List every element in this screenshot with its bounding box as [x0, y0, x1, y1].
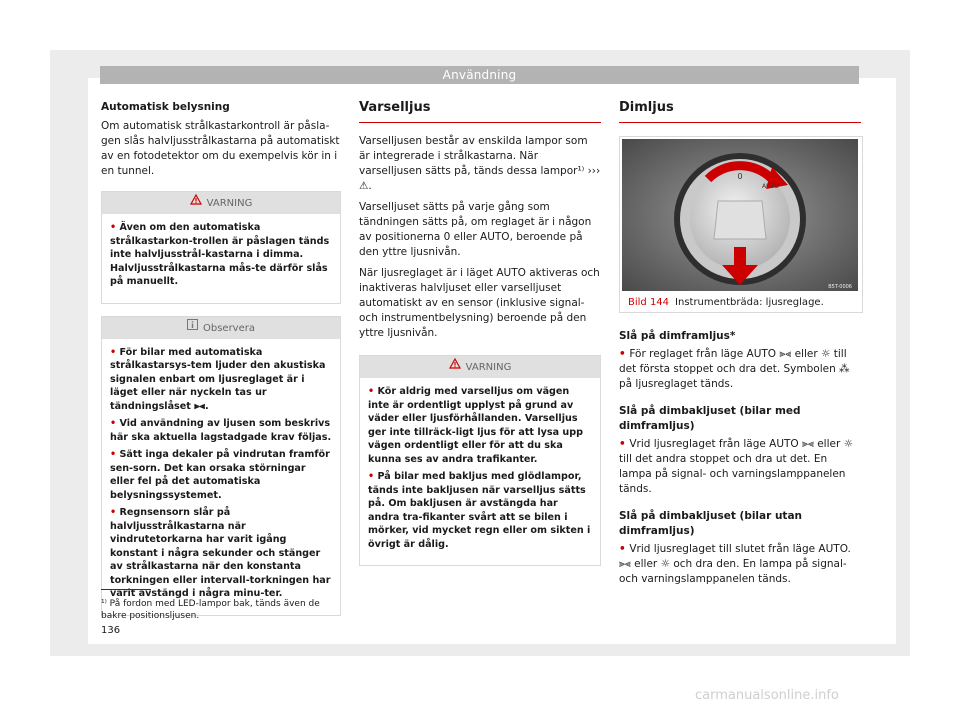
subsection-heading: Slå på dimbakljuset (bilar med dimframljus) — [619, 405, 801, 432]
body-paragraph: Om automatisk strålkastarkontroll är påsla-gen slås halvljusstrålkastarna på automatiskt av en fotodetektor om du exempelvis kör in i en tunnel. — [101, 120, 340, 177]
warning-triangle-icon — [190, 192, 202, 214]
footnote-divider — [101, 589, 151, 590]
warning-box-header — [102, 192, 340, 214]
figure-light-switch — [619, 136, 863, 313]
footnote: ¹⁾ På fordon med LED-lampor bak, tänds även de bakre positionsljusen. — [101, 599, 320, 621]
note-item: • Regnsensorn slår på halvljusstrålkastarna när vindrutetorkarna har varit igång konstant i några sekunder och stänger av strålkastarna när den konstanta torkningen eller intervall-torkningen har varit avstängd i några minu-ter. — [110, 507, 331, 599]
figure-label: Bild 144 — [628, 297, 670, 308]
body-paragraph: När ljusreglaget är i läget AUTO aktiveras och inaktiveras halvljuset eller varselljuset automatiskt av en sensor (inklusive signal- och instrumentbelysning) beroende på den yttre ljusnivån. — [359, 267, 600, 339]
figure-caption-text: Instrumentbräda: ljusreglage. — [675, 297, 824, 308]
figure-code: B5T-0006 — [828, 284, 852, 290]
warning-body — [360, 378, 600, 565]
warning-box — [359, 355, 601, 566]
light-switch-photo — [622, 139, 858, 291]
note-item: • För bilar med automatiska strålkastarsys-tem ljuder den akustiska signalen enbart om ljusreglaget är i läget eller när nyckeln tas ur tändningslåset ⫸⫷. — [110, 346, 326, 412]
warning-box-header — [360, 356, 600, 378]
warning-title: VARNING — [465, 362, 512, 373]
body-paragraph: Varselljuset sätts på varje gång som tändningen sätts på, om reglaget är i någon av positionerna 0 eller AUTO, beroende på den yttre ljusnivån. — [359, 201, 592, 258]
warning-title: VARNING — [206, 198, 253, 209]
body-paragraph: Varselljusen består av enskilda lampor som är integrerade i strålkastarna. När varselljusen sätts på, tänds dessa lampor¹⁾ ››› ⚠. — [359, 135, 601, 192]
warning-triangle-icon — [449, 356, 461, 378]
note-body — [102, 339, 340, 615]
watermark: carmanualsonline.info — [695, 688, 839, 703]
warning-item: • Kör aldrig med varselljus om vägen inte är ordentligt upplyst på grund av väder eller ljusförhållanden. Varselljus ger inte tillräck-ligt ljus för att lysa upp vägen ordentligt eller för att du ska kunna ses av andra trafikanter. — [368, 386, 583, 465]
column-fog-lights — [619, 100, 861, 587]
note-box-header — [102, 317, 340, 339]
warning-box — [101, 191, 341, 304]
warning-item: • Även om den automatiska strålkastarkon-trollen är påslagen tänds inte halvljusstrål-kastarna i dimma. Halvljusstrålkastarna mås-te därför slås på manuellt. — [110, 222, 330, 287]
column-daytime-lights — [359, 100, 601, 566]
warning-item: • På bilar med bakljus med glödlampor, tänds inte bakljusen när varselljus sätts på. Om bakljusen är avstängda har andra tra-fikanter svårt att se bilen i mörker, vid mycket regn eller om sikten i övrigt är dålig. — [368, 471, 591, 550]
column-automatic-lighting — [101, 100, 341, 616]
note-title: Observera — [202, 322, 255, 334]
section-title-varselljus: Varselljus — [359, 100, 601, 123]
warning-body — [102, 214, 340, 303]
subsection-heading: Slå på dimbakljuset (bilar utan dimframljus) — [619, 510, 803, 537]
dial-label-0: 0 — [737, 172, 743, 181]
section-title-dimljus: Dimljus — [619, 100, 861, 123]
instruction-item: • Vrid ljusreglaget till slutet från läge AUTO. ⫸⫷ eller ☼ och dra den. En lampa på signal- och varningslamppanelen tänds. — [619, 543, 851, 585]
dial-label-auto: AUTO — [762, 183, 779, 190]
note-box — [101, 316, 341, 616]
note-item: • Sätt inga dekaler på vindrutan framför sen-sorn. Det kan orsaka störningar eller fel på det automatiska belysningssystemet. — [110, 449, 330, 501]
subsection-heading: Slå på dimframljus* — [619, 330, 736, 342]
page-number: 136 — [101, 625, 121, 636]
instruction-item: • Vrid ljusreglaget från läge AUTO ⫸⫷ eller ☼ till det andra stoppet och dra ut det. En lampa på signal- och varningslamppanelen tänds. — [619, 438, 854, 495]
section-heading: Automatisk belysning — [101, 101, 230, 113]
note-item: • Vid användning av ljusen som beskrivs här ska aktuella lagstadgade krav följas. — [110, 418, 332, 443]
figure-caption — [628, 295, 824, 310]
info-icon — [187, 317, 198, 339]
instruction-item: • För reglaget från läge AUTO ⫸⫷ eller ☼ till det första stoppet och dra det. Symbolen ⁂ på ljusreglaget tänds. — [619, 348, 850, 390]
page-header: Användning — [100, 66, 859, 84]
